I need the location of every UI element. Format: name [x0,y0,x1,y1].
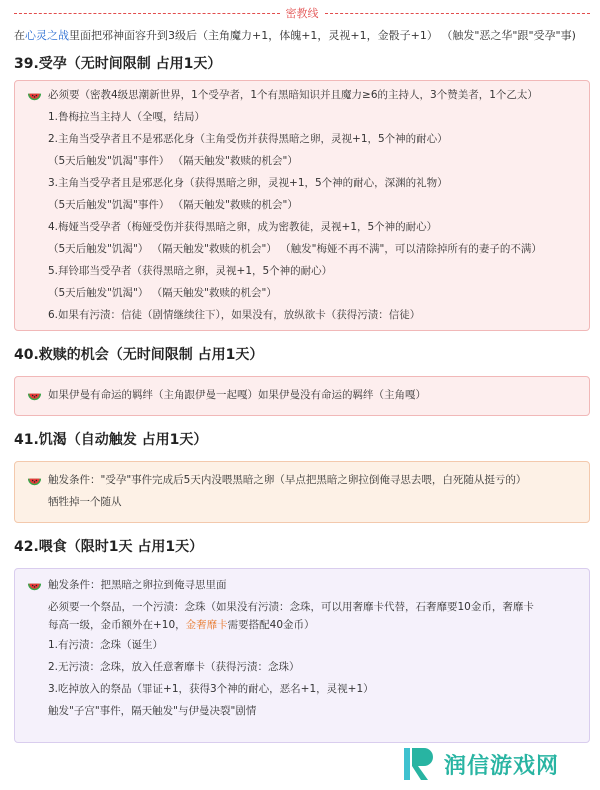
box-line: （5天后触发"饥渴"事件） （隔天触发"救赎的机会"） [48,199,298,211]
watermelon-icon [27,473,42,488]
divider-line-left [14,13,280,14]
box-line: 1.有污渍：念珠（诞生） [48,639,164,651]
section-divider [14,4,590,22]
section-box [14,376,590,416]
watermelon-icon [27,578,42,593]
intro-text: 里面把邪神面容升到3级后（主角魔力+1，体魄+1，灵视+1，金骰子+1） （触发"恶之华"跟"受孕"事) [69,29,576,42]
divider-line-right [325,13,591,14]
box-line: 1.鲁梅拉当主持人（全嘎，结局） [48,111,206,123]
site-watermark [400,744,590,784]
intro-prefix: 在 [14,29,25,42]
box-first-row [27,84,579,106]
section-box [14,461,590,523]
box-line: 必须要（密教4级思潮新世界，1个受孕者，1个有黑暗知识并且魔力≥6的主持人，3个赞美者，1个乙太） [48,89,538,101]
intro-link[interactable]: 心灵之战 [25,29,69,42]
section-title: 40.救赎的机会（无时间限制 占用1天） [14,347,264,363]
divider-label: 密教线 [285,7,319,20]
box-line: 必须要一个祭品，一个污渍：念珠（如果没有污渍：念珠，可以用奢靡卡代替，石奢靡要10金币，奢靡卡 [48,601,534,613]
highlight-link[interactable]: 金奢靡卡 [185,619,228,631]
box-line: 触发条件："受孕"事件完成后5天内没喂黑暗之卵（早点把黑暗之卵拉倒俺寻思去喂，白死随从挺亏的） [48,474,527,486]
intro-paragraph [14,27,590,45]
r-logo-icon [400,745,440,783]
box-line: 触发条件：把黑暗之卵拉到俺寻思里面 [48,579,227,591]
box-line: （5天后触发"饥渴"事件） （隔天触发"救赎的机会"） [48,155,298,167]
box-line-continued [27,616,579,634]
section-box [14,80,590,331]
box-line: 每高一级，金币额外在+10， [48,619,186,631]
watermelon-icon [27,388,42,403]
box-line: 4.梅娅当受孕者（梅娅受伤并获得黑暗之卵，成为密教徒，灵视+1，5个神的耐心） [48,221,438,233]
box-first-row [27,574,579,596]
box-line: 5.拜铃耶当受孕者（获得黑暗之卵，灵视+1，5个神的耐心） [48,265,333,277]
watermark-text: 润信游戏网 [444,753,560,779]
box-line: 6.如果有污渍：信徒（剧情继续往下），如果没有，放纵欲卡（获得污渍：信徒） [48,309,421,321]
section-title: 41.饥渴（自动触发 占用1天） [14,432,208,448]
box-line: （5天后触发"饥渴"） （隔天触发"救赎的机会"） （触发"梅娅不再不满"，可以清除掉所有的妻子的不满） [48,243,542,255]
section-title: 39.受孕（无时间限制 占用1天） [14,56,222,72]
box-line: 3.主角当受孕者且是邪恶化身（获得黑暗之卵，灵视+1，5个神的耐心，深渊的礼物） [48,177,448,189]
section-title: 42.喂食（限时1天 占用1天） [14,539,204,555]
section-box [14,568,590,743]
box-line: 2.无污渍：念珠，放入任意奢靡卡（获得污渍：念珠） [48,661,300,673]
box-line: 触发"子宫"事件，隔天触发"与伊曼决裂"剧情 [48,705,257,717]
box-line: 如果伊曼有命运的羁绊（主角跟伊曼一起嘎）如果伊曼没有命运的羁绊（主角嘎） [48,389,426,401]
box-line: 需要搭配40金币） [227,619,315,631]
box-line: 牺牲掉一个随从 [48,496,122,508]
box-line: （5天后触发"饥渴"） （隔天触发"救赎的机会"） [48,287,277,299]
box-line: 2.主角当受孕者且不是邪恶化身（主角受伤并获得黑暗之卵，灵视+1，5个神的耐心） [48,133,448,145]
box-first-row [27,469,579,491]
article [0,4,600,743]
box-first-row [27,384,579,406]
watermelon-icon [27,88,42,103]
box-line: 3.吃掉放入的祭品（罪证+1，获得3个神的耐心，恶名+1，灵视+1） [48,683,374,695]
